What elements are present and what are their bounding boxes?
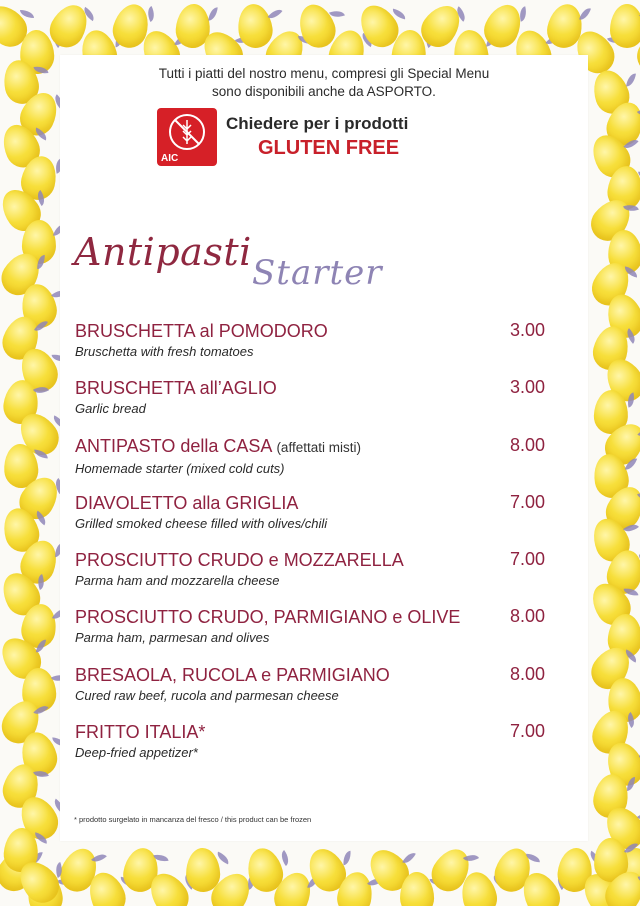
item-price: 7.00 [509,721,545,741]
menu-item [75,435,545,477]
item-name: PROSCIUTTO CRUDO e MOZZARELLA [75,550,404,570]
gluten-free-notice [226,113,486,161]
menu-item [75,721,545,761]
item-name: PROSCIUTTO CRUDO, PARMIGIANO e OLIVE [75,607,461,627]
menu-item [75,492,545,532]
item-name: ANTIPASTO della CASA [75,436,272,456]
aic-gluten-free-logo [157,108,217,166]
item-name: DIAVOLETTO alla GRIGLIA [75,493,299,513]
leaf-decoration [626,73,636,88]
item-description: Homemade starter (mixed cold cuts) [75,461,285,476]
section-subtitle: Starter [252,253,383,293]
menu-item [75,606,545,646]
item-description: Parma ham and mozzarella cheese [75,573,280,588]
lemon-decoration [610,4,640,48]
leaf-decoration [579,6,591,22]
item-description: Bruschetta with fresh tomatoes [75,344,254,359]
takeaway-note-line2: sono disponibili anche da ASPORTO. [212,84,436,99]
item-price: 3.00 [509,320,545,340]
gluten-free-line2: GLUTEN FREE [258,137,400,159]
item-description: Cured raw beef, rucola and parmesan cheese [75,688,339,703]
menu-item [75,664,545,704]
item-price: 7.00 [509,549,545,569]
item-description: Grilled smoked cheese filled with olives/chili [75,516,328,531]
item-price: 3.00 [509,377,545,397]
item-name: BRUSCHETTA al POMODORO [75,321,328,341]
item-description: Deep-fried appetizer* [75,745,198,760]
item-note: (affettati misti) [276,440,361,455]
item-price: 8.00 [509,606,545,626]
takeaway-note-line1: Tutti i piatti del nostro menu, compresi gli Special Menu [158,66,490,81]
item-description: Parma ham, parmesan and olives [75,630,270,645]
footnote: * prodotto surgelato in mancanza del fresco / this product can be frozen [74,815,312,824]
item-name: BRUSCHETTA all’AGLIO [75,378,277,398]
item-price: 8.00 [509,435,545,455]
leaf-decoration [208,7,217,22]
menu-item [75,549,545,589]
item-price: 8.00 [509,664,545,684]
item-description: Garlic bread [75,401,146,416]
item-name: BRESAOLA, RUCOLA e PARMIGIANO [75,665,390,685]
menu-panel [60,55,588,841]
menu-item [75,320,545,360]
item-name: FRITTO ITALIA* [75,722,206,742]
menu-item [75,377,545,417]
takeaway-note [60,65,588,101]
item-price: 7.00 [509,492,545,512]
section-title: Antipasti [74,230,252,274]
aic-label: AIC [161,153,179,164]
gluten-free-line1: Chiedere per i prodotti [226,114,409,133]
leaf-decoration [343,851,352,866]
